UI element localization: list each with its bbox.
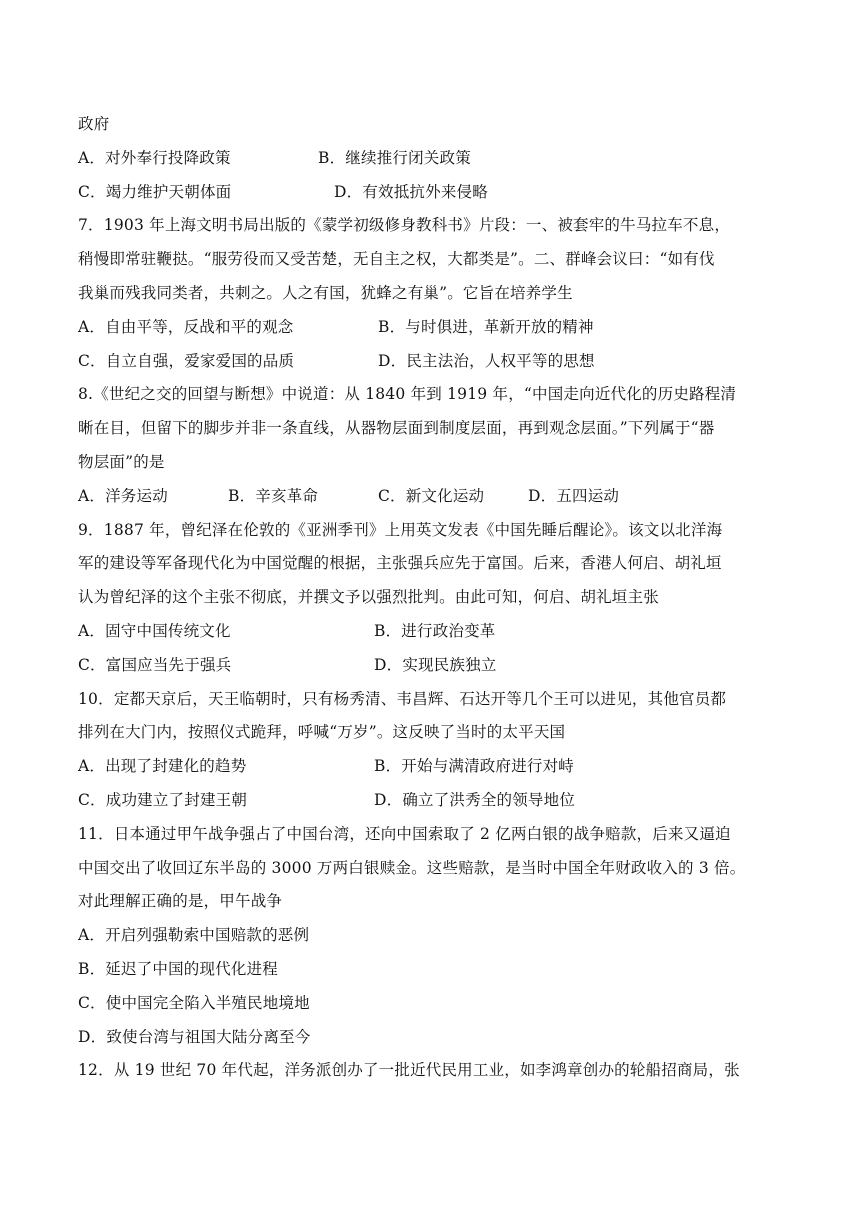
q6-option-c[interactable]: C．竭力维护天朝体面 — [78, 182, 232, 201]
q10-options-row-2 — [78, 784, 798, 818]
q6-options-row-2 — [78, 176, 798, 210]
q10-options-row-1 — [78, 750, 798, 784]
q9-option-a[interactable]: A．固守中国传统文化 — [78, 621, 231, 640]
q9-stem-line-2: 军的建设等军备现代化为中国觉醒的根据，主张强兵应先于富国。后来，香港人何启、胡礼垣 — [78, 554, 722, 573]
q10-option-d[interactable]: D．确立了洪秀全的领导地位 — [374, 790, 576, 809]
q9-option-c[interactable]: C．富国应当先于强兵 — [78, 655, 232, 674]
q9-options-row-2 — [78, 649, 798, 683]
q9-stem-line-3: 认为曾纪泽的这个主张不彻底，并撰文予以强烈批判。由此可知，何启、胡礼垣主张 — [78, 588, 659, 607]
q7-stem-line-2: 稍慢即常驻鞭挞。“服劳役而又受苦楚，无自主之权，大都类是”。二、群峰会议曰：“如有伐 — [78, 250, 715, 269]
q6-option-a[interactable]: A．对外奉行投降政策 — [78, 148, 231, 167]
q7-options-row-2 — [78, 345, 798, 379]
exam-page — [78, 108, 798, 1088]
q7-option-c[interactable]: C．自立自强，爱家爱国的品质 — [78, 351, 295, 370]
q8-stem-line-1: 8.《世纪之交的回望与断想》中说道：从 1840 年到 1919 年，“中国走向近代化的历史路程清 — [78, 385, 737, 404]
q10-option-a[interactable]: A．出现了封建化的趋势 — [78, 757, 247, 776]
q8-option-d[interactable]: D．五四运动 — [528, 486, 620, 505]
q11-stem-line-3: 对此理解正确的是，甲午战争 — [78, 892, 283, 911]
continued-stem-line: 政府 — [78, 115, 110, 133]
q11-stem-line-2: 中国交出了收回辽东半岛的 3000 万两白银赎金。这些赔款，是当时中国全年财政收入的 3 倍。 — [78, 858, 746, 877]
q8-stem-line-3: 物层面”的是 — [78, 452, 165, 471]
q6-option-b[interactable]: B．继续推行闭关政策 — [318, 148, 471, 167]
q8-stem-line-2: 晰在目，但留下的脚步并非一条直线，从器物层面到制度层面，再到观念层面。”下列属于“器 — [78, 419, 715, 438]
q9-option-b[interactable]: B．进行政治变革 — [374, 621, 496, 640]
q7-stem-line-3: 我巢而残我同类者，共刺之。人之有国，犹蜂之有巢”。它旨在培养学生 — [78, 283, 573, 302]
q7-option-d[interactable]: D．民主法治，人权平等的思想 — [378, 351, 595, 370]
q11-option-a[interactable]: A．开启列强勒索中国赔款的恶例 — [78, 926, 310, 945]
q11-stem-line-1: 11．日本通过甲午战争强占了中国台湾，还向中国索取了 2 亿两白银的战争赔款，后来又逼迫 — [78, 824, 731, 843]
q10-option-c[interactable]: C．成功建立了封建王朝 — [78, 790, 248, 809]
q9-stem-line-1: 9．1887 年，曾纪泽在伦敦的《亚洲季刊》上用英文发表《中国先睡后醒论》。该文以北洋海 — [78, 520, 723, 539]
q11-option-c[interactable]: C．使中国完全陷入半殖民地境地 — [78, 993, 310, 1012]
q6-option-d[interactable]: D．有效抵抗外来侵略 — [334, 182, 488, 201]
q9-option-d[interactable]: D．实现民族独立 — [374, 655, 497, 674]
q7-options-row-1 — [78, 311, 798, 345]
q8-option-c[interactable]: C．新文化运动 — [378, 486, 485, 505]
q10-option-b[interactable]: B．开始与满清政府进行对峙 — [374, 757, 574, 776]
q7-option-a[interactable]: A．自由平等，反战和平的观念 — [78, 317, 294, 336]
q8-option-a[interactable]: A．洋务运动 — [78, 486, 168, 505]
q12-stem-line-1: 12．从 19 世纪 70 年代起，洋务派创办了一批近代民用工业，如李鸿章创办的轮船招商局，张 — [78, 1061, 740, 1080]
q11-option-d[interactable]: D．致使台湾与祖国大陆分离至今 — [78, 1027, 311, 1046]
q7-stem-line-1: 7．1903 年上海文明书局出版的《蒙学初级修身教科书》片段：一、被套牢的牛马拉车不息， — [78, 216, 731, 235]
q6-options-row-1 — [78, 142, 798, 176]
q8-options-row — [78, 480, 798, 514]
q7-option-b[interactable]: B．与时俱进，革新开放的精神 — [378, 317, 594, 336]
q10-stem-line-2: 排列在大门内，按照仪式跪拜，呼喊“万岁”。这反映了当时的太平天国 — [78, 723, 566, 742]
q8-option-b[interactable]: B．辛亥革命 — [228, 486, 319, 505]
q11-option-b[interactable]: B．延迟了中国的现代化进程 — [78, 959, 278, 978]
q10-stem-line-1: 10．定都天京后，天王临朝时，只有杨秀清、韦昌辉、石达开等几个王可以进见，其他官员都 — [78, 689, 727, 708]
q9-options-row-1 — [78, 615, 798, 649]
